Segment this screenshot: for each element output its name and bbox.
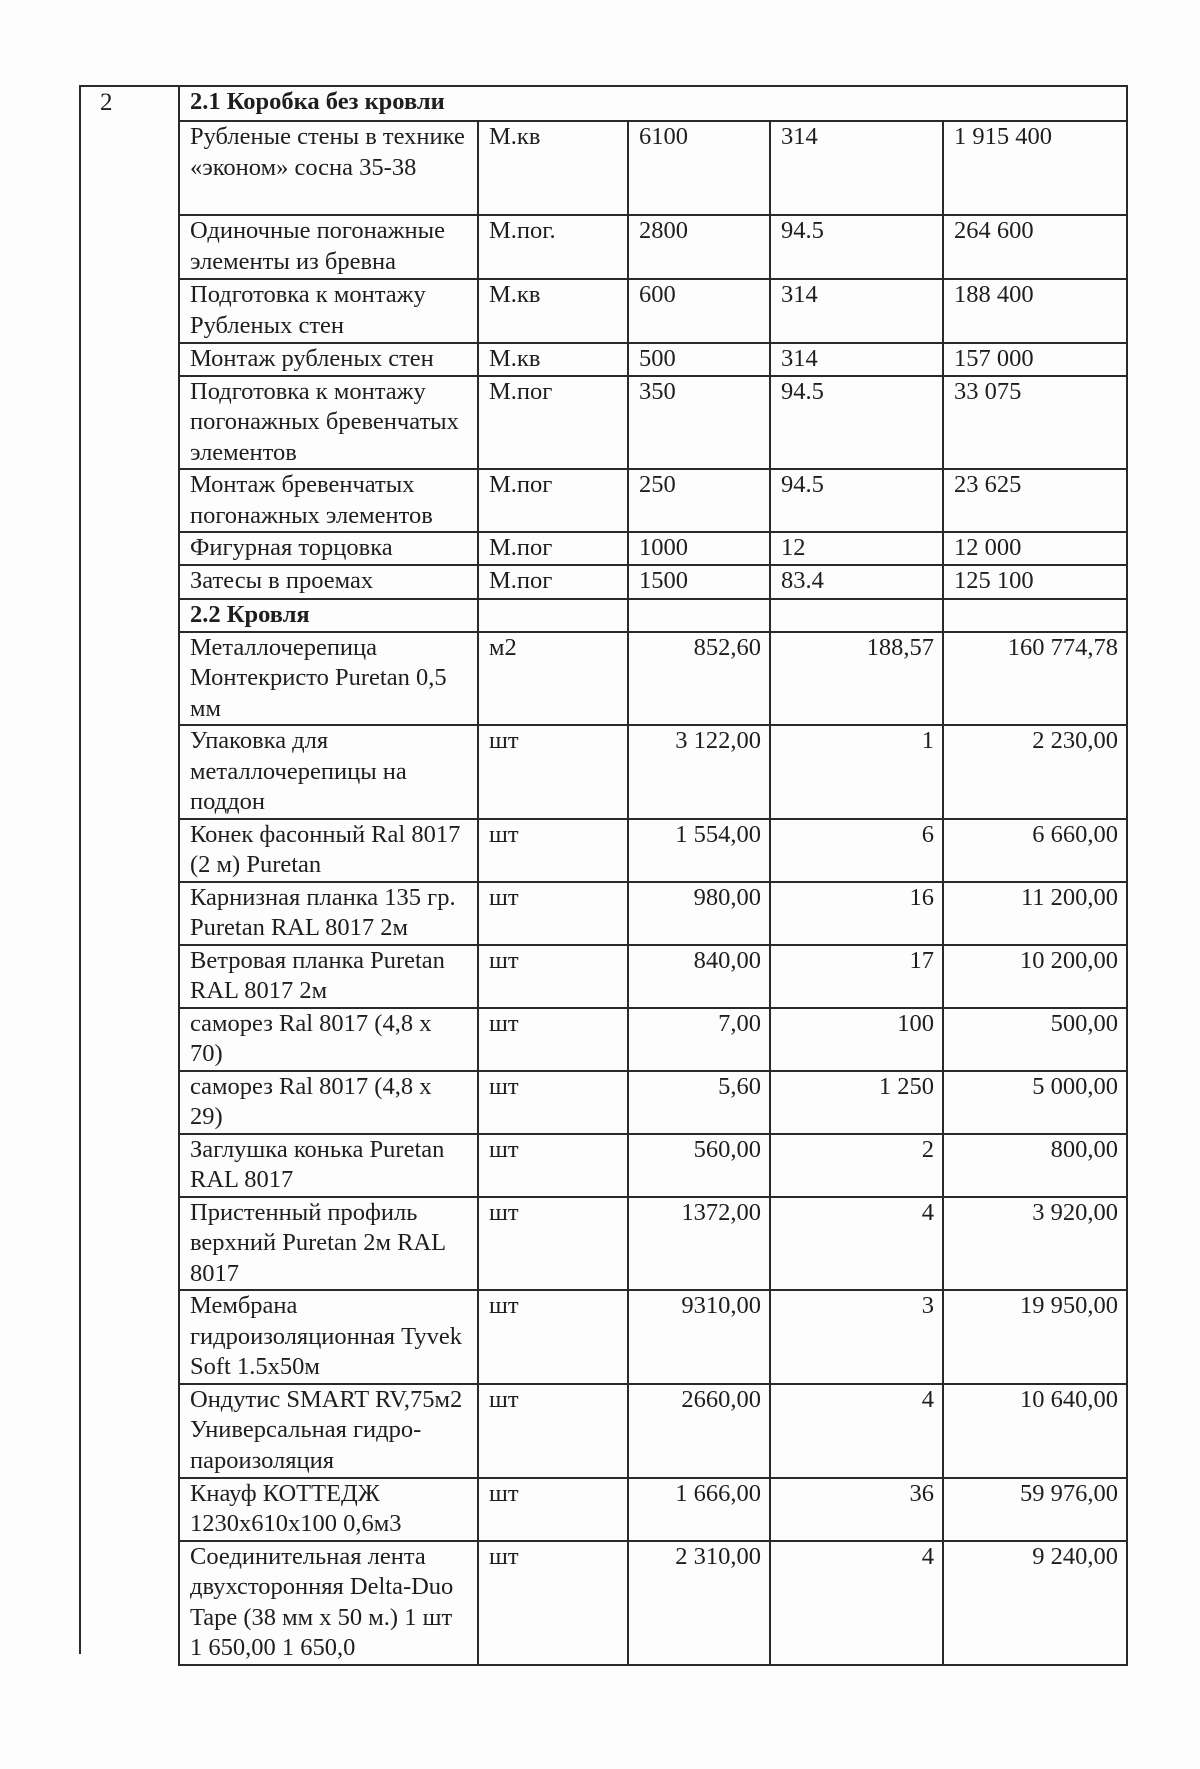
- quantity-cell: 36: [770, 1478, 943, 1541]
- total-cell: 19 950,00: [943, 1290, 1127, 1384]
- quantity-cell: 3: [770, 1290, 943, 1384]
- quantity-cell: 94.5: [770, 215, 943, 279]
- unit-cell: М.пог: [478, 376, 628, 470]
- price-cell: 9310,00: [628, 1290, 770, 1384]
- quantity-cell: 1 250: [770, 1071, 943, 1134]
- price-cell: 600: [628, 279, 770, 343]
- item-name-cell: Пристенный профиль верхний Puretan 2м RAL 8017: [179, 1197, 478, 1291]
- price-cell: 350: [628, 376, 770, 470]
- table-row: [179, 1384, 1127, 1478]
- table-row: [179, 343, 1127, 376]
- table-row: [179, 1290, 1127, 1384]
- unit-cell: шт: [478, 1197, 628, 1291]
- price-cell: 500: [628, 343, 770, 376]
- total-cell: 3 920,00: [943, 1197, 1127, 1291]
- quantity-cell: 314: [770, 121, 943, 215]
- item-name-cell: Монтаж бревенчатых погонажных элементов: [179, 469, 478, 532]
- section-header-row: [179, 599, 1127, 632]
- unit-cell: М.кв: [478, 279, 628, 343]
- price-cell: 1372,00: [628, 1197, 770, 1291]
- price-cell: 1 666,00: [628, 1478, 770, 1541]
- item-name-cell: Ветровая планка Puretan RAL 8017 2м: [179, 945, 478, 1008]
- table-row: [179, 376, 1127, 470]
- table-row: [179, 632, 1127, 726]
- quantity-cell: 1: [770, 725, 943, 819]
- price-cell: 250: [628, 469, 770, 532]
- quantity-cell: 2: [770, 1134, 943, 1197]
- total-cell: 1 915 400: [943, 121, 1127, 215]
- quantity-cell: 188,57: [770, 632, 943, 726]
- total-cell: 59 976,00: [943, 1478, 1127, 1541]
- table-row: [179, 1008, 1127, 1071]
- item-name-cell: саморез Ral 8017 (4,8 х 70): [179, 1008, 478, 1071]
- item-name-cell: Мембрана гидроизоляционная Tyvek Soft 1.5х50м: [179, 1290, 478, 1384]
- total-cell: 9 240,00: [943, 1541, 1127, 1665]
- total-cell: 6 660,00: [943, 819, 1127, 882]
- item-name-cell: Карнизная планка 135 гр. Puretan RAL 8017 2м: [179, 882, 478, 945]
- quantity-cell: 4: [770, 1197, 943, 1291]
- quantity-cell: 94.5: [770, 376, 943, 470]
- estimate-table-body: [179, 86, 1127, 1665]
- unit-cell: шт: [478, 1541, 628, 1665]
- price-cell: 3 122,00: [628, 725, 770, 819]
- quantity-cell: 12: [770, 532, 943, 565]
- quantity-cell: 6: [770, 819, 943, 882]
- section-header-row: [179, 86, 1127, 121]
- item-name-cell: Монтаж рубленых стен: [179, 343, 478, 376]
- total-cell: 264 600: [943, 215, 1127, 279]
- total-cell: 10 640,00: [943, 1384, 1127, 1478]
- price-cell: 980,00: [628, 882, 770, 945]
- price-cell: 6100: [628, 121, 770, 215]
- total-cell: 23 625: [943, 469, 1127, 532]
- total-cell: 160 774,78: [943, 632, 1127, 726]
- unit-cell: М.пог: [478, 469, 628, 532]
- section-title: 2.2 Кровля: [179, 599, 478, 632]
- total-cell: 125 100: [943, 565, 1127, 599]
- item-name-cell: Подготовка к монтажу погонажных бревенчатых элементов: [179, 376, 478, 470]
- table-row: [179, 121, 1127, 215]
- unit-cell: шт: [478, 882, 628, 945]
- item-name-cell: Соединительная лента двухсторонняя Delta-Duo Tape (38 мм х 50 м.) 1 шт 1 650,00 1 650,0: [179, 1541, 478, 1665]
- price-cell: 2800: [628, 215, 770, 279]
- unit-cell: шт: [478, 1290, 628, 1384]
- table-row: [179, 1197, 1127, 1291]
- total-cell: 188 400: [943, 279, 1127, 343]
- unit-cell: шт: [478, 725, 628, 819]
- total-cell: 500,00: [943, 1008, 1127, 1071]
- price-cell: 1500: [628, 565, 770, 599]
- empty-cell: [770, 599, 943, 632]
- total-cell: 11 200,00: [943, 882, 1127, 945]
- unit-cell: М.кв: [478, 121, 628, 215]
- total-cell: 10 200,00: [943, 945, 1127, 1008]
- total-cell: 33 075: [943, 376, 1127, 470]
- total-cell: 5 000,00: [943, 1071, 1127, 1134]
- item-name-cell: Рубленые стены в технике «эконом» сосна 35-38: [179, 121, 478, 215]
- item-name-cell: Ондутис SMART RV,75м2 Универсальная гидро- пароизоляция: [179, 1384, 478, 1478]
- quantity-cell: 16: [770, 882, 943, 945]
- table-row: [179, 279, 1127, 343]
- unit-cell: шт: [478, 1071, 628, 1134]
- total-cell: 2 230,00: [943, 725, 1127, 819]
- unit-cell: М.пог: [478, 532, 628, 565]
- unit-cell: М.пог.: [478, 215, 628, 279]
- item-name-cell: Кнауф КОТТЕДЖ 1230х610х100 0,6м3: [179, 1478, 478, 1541]
- unit-cell: М.кв: [478, 343, 628, 376]
- estimate-table: [178, 85, 1128, 1666]
- item-name-cell: Упаковка для металлочерепицы на поддон: [179, 725, 478, 819]
- unit-cell: шт: [478, 1134, 628, 1197]
- unit-cell: М.пог: [478, 565, 628, 599]
- unit-cell: шт: [478, 1008, 628, 1071]
- empty-cell: [628, 599, 770, 632]
- table-row: [179, 1478, 1127, 1541]
- table-row: [179, 819, 1127, 882]
- price-cell: 560,00: [628, 1134, 770, 1197]
- unit-cell: шт: [478, 945, 628, 1008]
- unit-cell: шт: [478, 819, 628, 882]
- table-row: [179, 1134, 1127, 1197]
- table-row: [179, 945, 1127, 1008]
- table-row: [179, 882, 1127, 945]
- item-name-cell: Подготовка к монтажу Рубленых стен: [179, 279, 478, 343]
- item-number: 2: [100, 89, 113, 116]
- unit-cell: шт: [478, 1384, 628, 1478]
- table-row: [179, 565, 1127, 599]
- price-cell: 2660,00: [628, 1384, 770, 1478]
- item-name-cell: Одиночные погонажные элементы из бревна: [179, 215, 478, 279]
- unit-cell: шт: [478, 1478, 628, 1541]
- price-cell: 852,60: [628, 632, 770, 726]
- item-name-cell: Конек фасонный Ral 8017 (2 м) Puretan: [179, 819, 478, 882]
- table-row: [179, 725, 1127, 819]
- item-name-cell: Заглушка конька Puretan RAL 8017: [179, 1134, 478, 1197]
- section-title: 2.1 Коробка без кровли: [179, 86, 1127, 121]
- quantity-cell: 83.4: [770, 565, 943, 599]
- item-name-cell: Затесы в проемах: [179, 565, 478, 599]
- price-cell: 840,00: [628, 945, 770, 1008]
- quantity-cell: 94.5: [770, 469, 943, 532]
- unit-cell: м2: [478, 632, 628, 726]
- price-cell: 5,60: [628, 1071, 770, 1134]
- table-row: [179, 532, 1127, 565]
- table-row: [179, 1541, 1127, 1665]
- item-name-cell: Металлочерепица Монтекристо Puretan 0,5 мм: [179, 632, 478, 726]
- price-cell: 1000: [628, 532, 770, 565]
- price-cell: 1 554,00: [628, 819, 770, 882]
- table-row: [179, 1071, 1127, 1134]
- table-row: [179, 215, 1127, 279]
- quantity-cell: 4: [770, 1384, 943, 1478]
- price-cell: 7,00: [628, 1008, 770, 1071]
- quantity-cell: 17: [770, 945, 943, 1008]
- price-cell: 2 310,00: [628, 1541, 770, 1665]
- total-cell: 800,00: [943, 1134, 1127, 1197]
- total-cell: 12 000: [943, 532, 1127, 565]
- quantity-cell: 314: [770, 279, 943, 343]
- item-name-cell: саморез Ral 8017 (4,8 х 29): [179, 1071, 478, 1134]
- quantity-cell: 314: [770, 343, 943, 376]
- item-number-column: [79, 85, 179, 1654]
- table-row: [179, 469, 1127, 532]
- empty-cell: [943, 599, 1127, 632]
- total-cell: 157 000: [943, 343, 1127, 376]
- item-name-cell: Фигурная торцовка: [179, 532, 478, 565]
- empty-cell: [478, 599, 628, 632]
- quantity-cell: 4: [770, 1541, 943, 1665]
- quantity-cell: 100: [770, 1008, 943, 1071]
